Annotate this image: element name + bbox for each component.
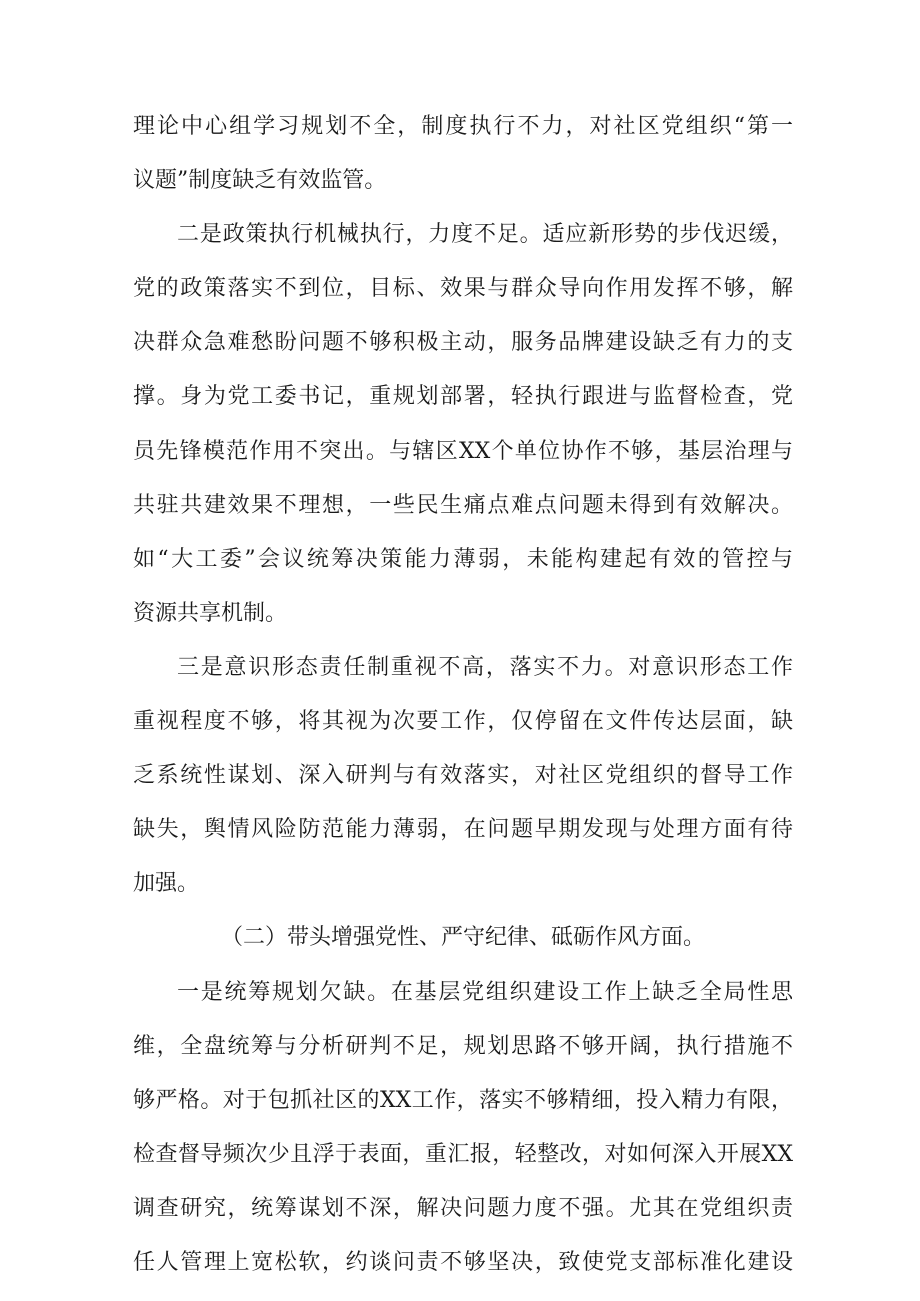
- text-line: 员先锋模范作用不突出。与辖区XX个单位协作不够，基层治理与: [133, 438, 793, 464]
- text-line: 如“大工委”会议统筹决策能力薄弱，未能构建起有效的管控与: [133, 546, 793, 572]
- section-heading: （二）带头增强党性、严守纪律、砥砺作风方面。: [221, 925, 706, 951]
- text-line: 理论中心组学习规划不全，制度执行不力，对社区党组织“第一: [133, 114, 793, 139]
- text-line: 重视程度不够，将其视为次要工作，仅停留在文件传达层面，缺: [133, 709, 793, 735]
- text-line: 议题”制度缺乏有效监管。: [133, 168, 387, 194]
- text-line: 维，全盘统筹与分析研判不足，规划思路不够开阔，执行措施不: [133, 1033, 793, 1059]
- paragraph-start: 三是意识形态责任制重视不高，落实不力。对意识形态工作: [177, 654, 793, 680]
- text-line: 决群众急难愁盼问题不够积极主动，服务品牌建设缺乏有力的支: [133, 330, 793, 356]
- document-page: [133, 100, 793, 1290]
- text-line: 任人管理上宽松软，约谈问责不够坚决，致使党支部标准化建设: [133, 1249, 793, 1275]
- text-line: 党的政策落实不到位，目标、效果与群众导向作用发挥不够，解: [133, 276, 793, 302]
- text-line: 缺失，舆情风险防范能力薄弱，在问题早期发现与处理方面有待: [133, 817, 793, 843]
- text-line: 加强。: [133, 871, 200, 897]
- text-line: 够严格。对于包抓社区的XX工作，落实不够精细，投入精力有限，: [133, 1087, 793, 1113]
- text-line: 撑。身为党工委书记，重规划部署，轻执行跟进与监督检查，党: [133, 384, 793, 410]
- text-line: 调查研究，统筹谋划不深，解决问题力度不强。尤其在党组织责: [133, 1195, 793, 1221]
- text-line: 资源共享机制。: [133, 600, 288, 626]
- paragraph-start: 二是政策执行机械执行，力度不足。适应新形势的步伐迟缓，: [177, 222, 793, 248]
- paragraph-start: 一是统筹规划欠缺。在基层党组织建设工作上缺乏全局性思: [177, 979, 793, 1005]
- text-line: 乏系统性谋划、深入研判与有效落实，对社区党组织的督导工作: [133, 763, 793, 789]
- text-line: 检查督导频次少且浮于表面，重汇报，轻整改，对如何深入开展XX: [133, 1141, 793, 1167]
- text-line: 共驻共建效果不理想，一些民生痛点难点问题未得到有效解决。: [133, 492, 793, 518]
